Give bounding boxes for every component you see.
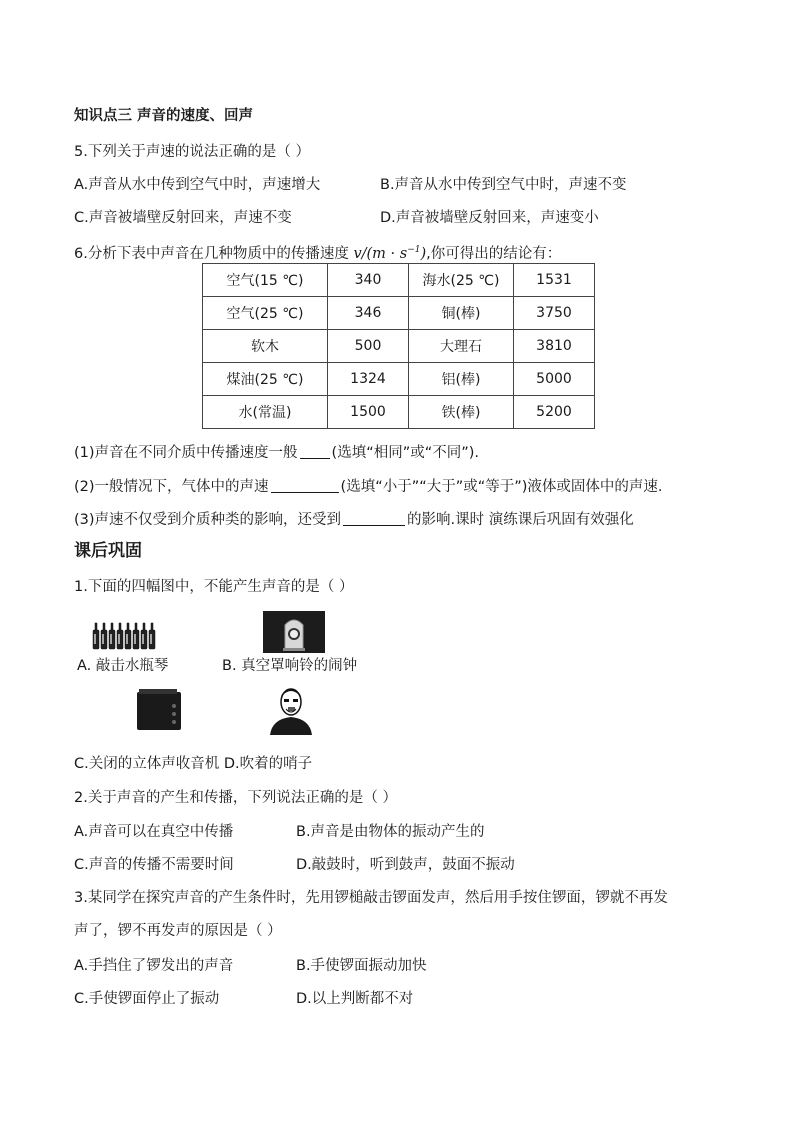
table-cell-medium-b: 海水(25 ℃) xyxy=(409,264,514,297)
p3-option-d: D.以上判断都不对 xyxy=(296,991,414,1007)
table-row xyxy=(203,264,595,297)
table-cell-speed-a: 346 xyxy=(328,297,409,330)
q6-stem-prefix: 6.分析下表中声音在几种物质中的传播速度 xyxy=(74,245,349,262)
p1-stem: 1.下面的四幅图中，不能产生声音的是（ ） xyxy=(74,579,354,595)
p1-option-cd: C.关闭的立体声收音机 D.吹着的哨子 xyxy=(74,756,313,772)
p1-option-a: A. 敲击水瓶琴 xyxy=(77,658,169,674)
p2-stem: 2.关于声音的产生和传播，下列说法正确的是（ ） xyxy=(74,790,397,806)
q5-stem: 5.下列关于声速的说法正确的是（ ） xyxy=(74,144,310,160)
table-cell-speed-b: 3810 xyxy=(514,330,595,363)
table-row xyxy=(203,363,595,396)
table-cell-medium-b: 铜(棒) xyxy=(409,297,514,330)
q6-unit-formula xyxy=(353,246,426,262)
answer-blank-1[interactable] xyxy=(300,444,330,459)
p3-option-b: B.手使锣面振动加快 xyxy=(296,958,427,974)
table-cell-speed-b: 3750 xyxy=(514,297,595,330)
table-cell-medium-b: 铁(棒) xyxy=(409,396,514,429)
radio-icon xyxy=(136,688,182,732)
q6-sub1 xyxy=(74,443,479,463)
table-cell-medium-a: 空气(25 ℃) xyxy=(203,297,328,330)
p3-stem-line2: 声了，锣不再发声的原因是（ ） xyxy=(74,923,282,939)
q5-option-c: C.声音被墙壁反射回来，声速不变 xyxy=(74,210,292,226)
table-row xyxy=(203,396,595,429)
p1-option-b: B. 真空罩响铃的闹钟 xyxy=(222,658,358,674)
table-cell-medium-b: 大理石 xyxy=(409,330,514,363)
answer-blank-3[interactable] xyxy=(343,511,405,526)
water-bottles-icon xyxy=(92,620,162,650)
table-cell-medium-a: 煤油(25 ℃) xyxy=(203,363,328,396)
table-cell-speed-a: 1500 xyxy=(328,396,409,429)
q6-sub3-suffix: 的影响.课时 演练课后巩固有效强化 xyxy=(407,512,634,528)
table-cell-speed-b: 1531 xyxy=(514,264,595,297)
q6-unit-exponent: −1 xyxy=(407,245,421,255)
q5-option-b: B.声音从水中传到空气中时，声速不变 xyxy=(380,177,627,193)
q6-unit: v/(m · s xyxy=(353,245,408,262)
p2-option-a: A.声音可以在真空中传播 xyxy=(74,824,234,840)
table-cell-medium-a: 水(常温) xyxy=(203,396,328,429)
table-row xyxy=(203,330,595,363)
p3-stem-line1: 3.某同学在探究声音的产生条件时，先用锣槌敲击锣面发声，然后用手按住锣面，锣就不再发 xyxy=(74,890,668,906)
answer-blank-2[interactable] xyxy=(271,478,339,493)
p2-option-d: D.敲鼓时，听到鼓声，鼓面不振动 xyxy=(296,857,515,873)
section-title-sound-speed: 知识点三 声音的速度、回声 xyxy=(74,108,254,124)
p3-option-c: C.手使锣面停止了振动 xyxy=(74,991,220,1007)
p2-option-c: C.声音的传播不需要时间 xyxy=(74,857,234,873)
p2-option-b: B.声音是由物体的振动产生的 xyxy=(296,824,485,840)
q6-sub2 xyxy=(74,477,663,497)
q6-stem xyxy=(74,240,561,264)
vacuum-jar-alarm-clock-icon xyxy=(263,611,325,653)
table-cell-speed-a: 1324 xyxy=(328,363,409,396)
q6-sub1-hint: (选填“相同”或“不同”). xyxy=(331,445,480,461)
table-row xyxy=(203,297,595,330)
person-whistle-icon xyxy=(266,685,316,735)
table-cell-speed-a: 340 xyxy=(328,264,409,297)
q6-sub2-text: (2)一般情况下，气体中的声速 xyxy=(74,479,269,495)
q6-sub3-text: (3)声速不仅受到介质种类的影响，还受到 xyxy=(74,512,342,528)
q6-sub2-hint: (选填“小于”“大于”或“等于”)液体或固体中的声速. xyxy=(340,479,663,495)
q6-sub1-text: (1)声音在不同介质中传播速度一般 xyxy=(74,445,298,461)
table-cell-medium-b: 铝(棒) xyxy=(409,363,514,396)
section-title-review: 课后巩固 xyxy=(74,541,142,561)
table-cell-medium-a: 软木 xyxy=(203,330,328,363)
p3-option-a: A.手挡住了锣发出的声音 xyxy=(74,958,234,974)
q5-option-d: D.声音被墙壁反射回来，声速变小 xyxy=(380,210,599,226)
q5-option-a: A.声音从水中传到空气中时，声速增大 xyxy=(74,177,321,193)
q6-sub3 xyxy=(74,510,634,530)
sound-speed-table xyxy=(202,263,595,429)
q6-stem-suffix: ,你可得出的结论有： xyxy=(426,245,562,262)
q6-unit-close: ) xyxy=(420,245,427,262)
table-cell-medium-a: 空气(15 ℃) xyxy=(203,264,328,297)
table-cell-speed-a: 500 xyxy=(328,330,409,363)
table-cell-speed-b: 5000 xyxy=(514,363,595,396)
table-cell-speed-b: 5200 xyxy=(514,396,595,429)
